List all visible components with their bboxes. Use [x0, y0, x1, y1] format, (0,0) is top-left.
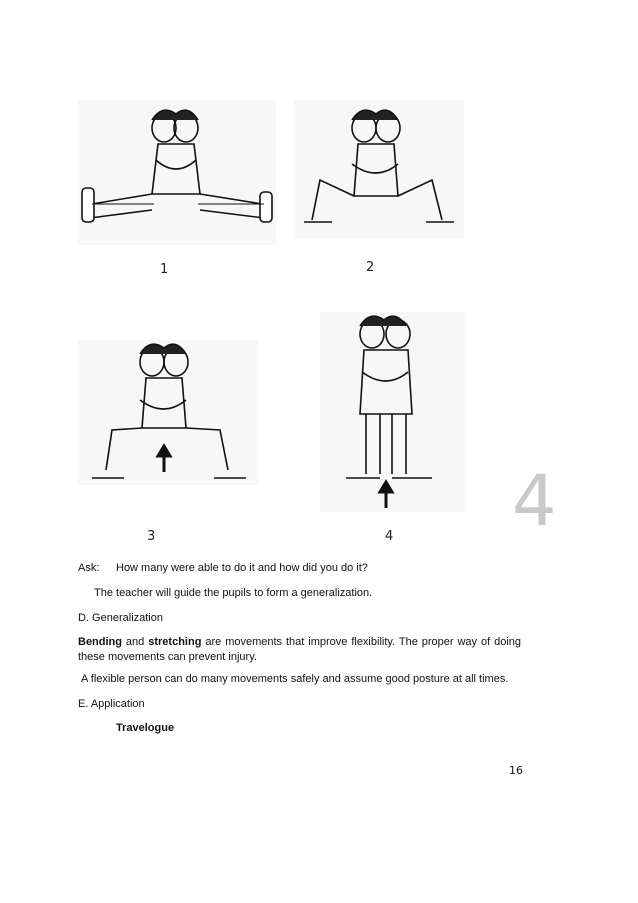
ask-question: How many were able to do it and how did you do it? — [116, 562, 368, 574]
figure-4-caption: 4 — [385, 529, 394, 544]
figure-1-image — [78, 100, 276, 245]
standing-illustration — [320, 312, 466, 512]
ask-label: Ask: — [78, 562, 100, 574]
page-number: 16 — [509, 764, 523, 777]
stretching-term: stretching — [148, 636, 202, 648]
flexible-person-text: A flexible person can do many movements safely and assume good posture at all times. — [81, 673, 509, 685]
generalization-heading: D. Generalization — [78, 612, 163, 624]
teacher-note: The teacher will guide the pupils to form a generalization. — [94, 587, 373, 599]
bending-term: Bending — [78, 636, 122, 648]
figure-2-image — [294, 100, 464, 238]
half-squat-illustration — [78, 340, 258, 485]
sitting-knees-bent-illustration — [294, 100, 464, 238]
and-text: and — [122, 636, 149, 648]
figure-4-image — [320, 312, 466, 512]
sitting-straddle-illustration — [78, 100, 276, 245]
figure-2-caption: 2 — [366, 260, 375, 275]
generalization-text: are movements that improve flexibility. The proper way of doing these movements can prevent injury. — [78, 636, 522, 663]
figure-3-image — [78, 340, 258, 485]
travelogue-title: Travelogue — [116, 722, 175, 734]
page-watermark: 4 — [512, 460, 557, 542]
figure-3-caption: 3 — [147, 529, 156, 544]
application-heading: E. Application — [78, 698, 145, 710]
generalization-paragraph — [78, 635, 521, 665]
figure-1-caption: 1 — [160, 262, 169, 277]
